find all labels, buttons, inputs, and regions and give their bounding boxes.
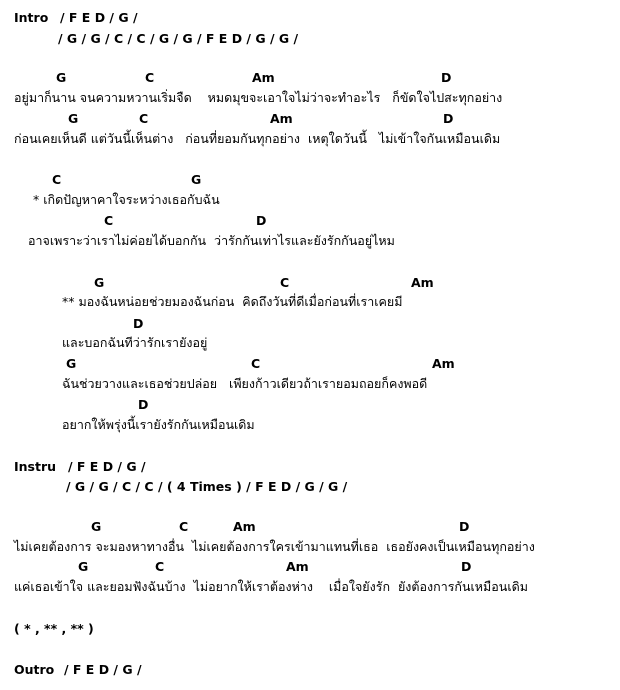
chord: G: [68, 111, 79, 126]
chord: Am: [286, 559, 309, 574]
instru-label: Instru: [14, 459, 57, 474]
chord: Am: [270, 111, 293, 126]
instru-chords-row1: / F E D / G /: [68, 459, 146, 474]
chord: G: [78, 559, 89, 574]
chord: C: [155, 559, 165, 574]
lyric-line: อยากให้พรุ่งนี้เรายังรักกันเหมือนเดิม: [62, 417, 255, 432]
outro-label: Outro: [14, 662, 55, 677]
chord: D: [138, 397, 149, 412]
chord: C: [104, 213, 114, 228]
lyric-line: และบอกฉันทีว่ารักเรายังอยู่: [62, 335, 208, 350]
lyric-line: ** มองฉันหน่อยช่วยมองฉันก่อน คิดถึงวันที่ดีเมื่อก่อนที่เราเคยมี: [62, 294, 403, 309]
lyric-line: อยู่มาก็นาน จนความหวานเริ่มจืด หมดมุขจะเอาใจไม่ว่าจะทำอะไร ก็ขัดใจไปสะทุกอย่าง: [14, 90, 503, 105]
outro-chords-row1: / F E D / G /: [64, 662, 142, 677]
chord: G: [94, 275, 105, 290]
chord: D: [256, 213, 267, 228]
chord: D: [443, 111, 454, 126]
chord: D: [461, 559, 472, 574]
chord: G: [66, 356, 77, 371]
chord: C: [251, 356, 261, 371]
lyric-line: แค่เธอเข้าใจ และยอมฟังฉันบ้าง ไม่อยากให้เราต้องห่าง เมื่อใจยังรัก ยังต้องการกันเหมือนเดิม: [14, 579, 528, 594]
chord: Am: [432, 356, 455, 371]
chord: C: [139, 111, 149, 126]
instru-chords-row2: / G / G / C / C / ( 4 Times ) / F E D / G / G /: [66, 479, 348, 494]
repeat-marker: ( * , ** , ** ): [14, 621, 94, 636]
intro-label: Intro: [14, 10, 49, 25]
chord: G: [191, 172, 202, 187]
chord: Am: [411, 275, 434, 290]
lyric-line: อาจเพราะว่าเราไม่ค่อยได้บอกกัน ว่ารักกันเท่าไรและยังรักกันอยู่ไหม: [28, 233, 395, 248]
chord: Am: [252, 70, 275, 85]
chord: D: [459, 519, 470, 534]
chord: G: [56, 70, 67, 85]
chord: D: [441, 70, 452, 85]
chord: C: [280, 275, 290, 290]
chord: C: [52, 172, 62, 187]
chord: C: [145, 70, 155, 85]
lyric-line: ไม่เคยต้องการ จะมองหาทางอื่น ไม่เคยต้องการใครเข้ามาแทนที่เธอ เธอยังคงเป็นเหมือนทุกอย่าง: [14, 539, 535, 554]
intro-chords-row1: / F E D / G /: [60, 10, 138, 25]
intro-chords-row2: / G / G / C / C / G / G / F E D / G / G /: [58, 31, 299, 46]
chord: Am: [233, 519, 256, 534]
lyric-line: * เกิดปัญหาคาใจระหว่างเธอกับฉัน: [33, 192, 220, 207]
lyric-line: ฉันช่วยวางและเธอช่วยปล่อย เพียงก้าวเดียวถ้าเรายอมถอยก็คงพอดี: [62, 376, 428, 391]
chord: G: [91, 519, 102, 534]
lyric-line: ก่อนเคยเห็นดี แต่วันนี้เห็นต่าง ก่อนที่ยอมกันทุกอย่าง เหตุใดวันนี้ ไม่เข้าใจกันเหมือนเดิม: [14, 131, 501, 146]
chord: D: [133, 316, 144, 331]
chord: C: [179, 519, 189, 534]
